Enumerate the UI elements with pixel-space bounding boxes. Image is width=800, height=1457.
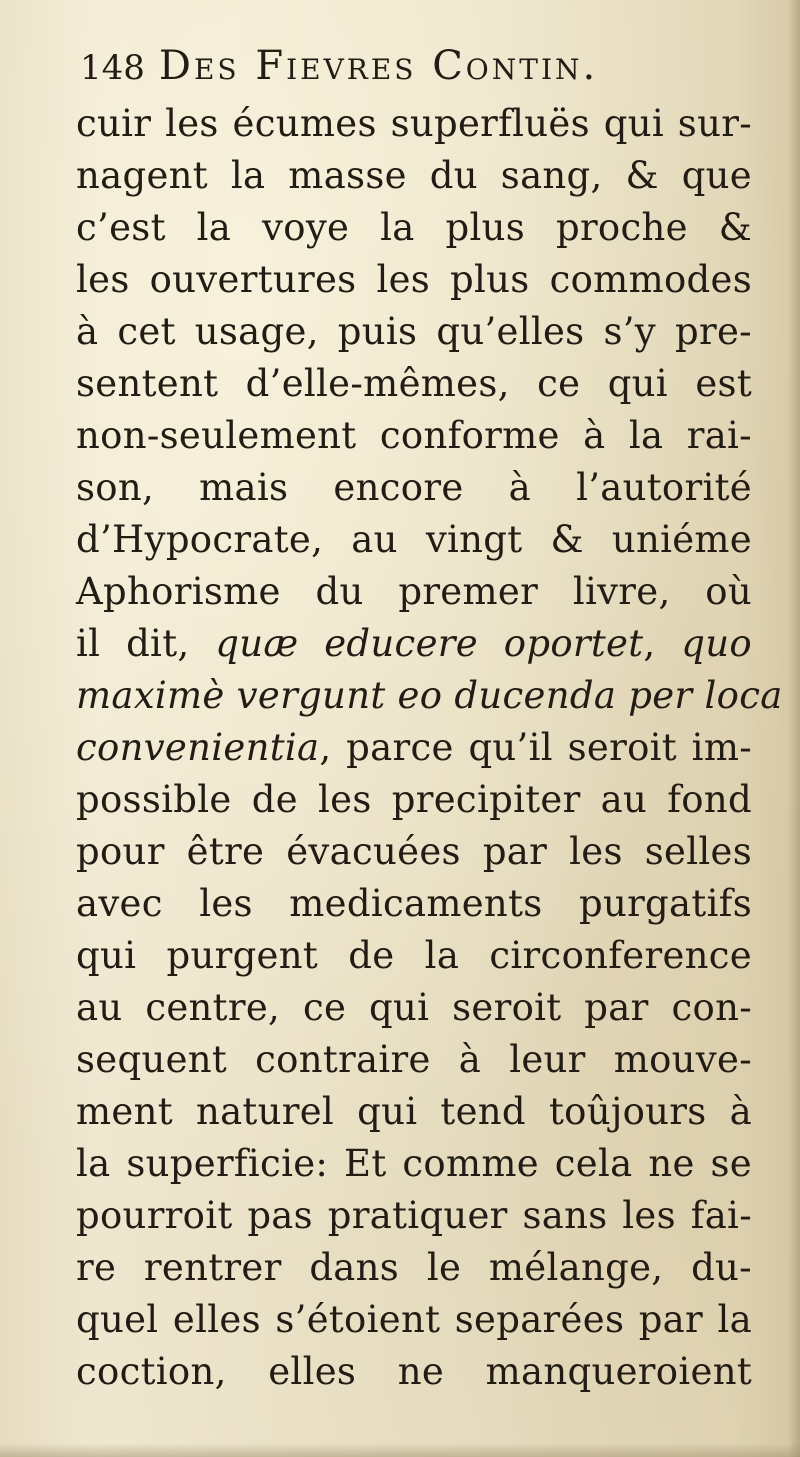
text-line — [76, 566, 752, 618]
text-line — [76, 1138, 752, 1190]
text-line — [76, 1242, 752, 1294]
text-segment: pour être évacuées par les selles — [76, 830, 752, 873]
text-line — [76, 150, 752, 202]
text-segment: re rentrer dans le mélange, du- — [76, 1246, 752, 1289]
text-segment: sequent contraire à leur mouve- — [76, 1038, 752, 1081]
text-line — [76, 826, 752, 878]
text-line — [76, 306, 752, 358]
text-segment: la superficie: Et comme cela ne se — [76, 1142, 752, 1185]
body-text — [76, 98, 783, 1398]
text-segment: nagent la masse du sang, & que — [76, 154, 752, 197]
text-segment: cuir les écumes superfluës qui sur- — [76, 102, 752, 145]
text-segment: coction, elles ne manqueroient — [76, 1350, 752, 1393]
text-line — [76, 1346, 752, 1398]
text-segment: ment naturel qui tend toûjours à — [76, 1090, 752, 1133]
text-segment: les ouvertures les plus commodes — [76, 258, 752, 301]
text-line — [76, 774, 752, 826]
text-segment: Aphorisme du premer livre, où — [76, 570, 752, 613]
latin-quotation-segment: quæ educere oportet — [215, 622, 644, 665]
latin-quotation-segment: quo — [681, 622, 752, 665]
text-segment: pourroit pas pratiquer sans les fai- — [76, 1194, 752, 1237]
text-line — [76, 1190, 752, 1242]
text-line — [76, 254, 752, 306]
text-line — [76, 202, 752, 254]
text-line — [76, 722, 752, 774]
text-segment: qui purgent de la circonference — [76, 934, 752, 977]
text-line — [76, 358, 752, 410]
text-line — [76, 462, 752, 514]
text-segment: avec les medicaments purgatifs — [76, 882, 752, 925]
text-segment: à cet usage, puis qu’elles s’y pre- — [76, 310, 752, 353]
running-head — [80, 38, 760, 94]
text-segment: possible de les precipiter au fond — [76, 778, 752, 821]
latin-quotation-segment: maximè vergunt eo ducenda per loca — [76, 674, 783, 717]
text-segment: c’est la voye la plus proche & — [76, 206, 752, 249]
text-line — [76, 618, 752, 670]
text-line — [76, 670, 783, 722]
text-segment: , — [643, 622, 682, 665]
text-segment: son, mais encore à l’autorité — [76, 466, 752, 509]
text-segment: , parce qu’il seroit im- — [319, 726, 752, 769]
text-line — [76, 878, 752, 930]
text-segment: d’Hypocrate, au vingt & uniéme — [76, 518, 752, 561]
text-segment: non-seulement conforme à la rai- — [76, 414, 752, 457]
text-line — [76, 1294, 752, 1346]
text-segment: au centre, ce qui seroit par con- — [76, 986, 752, 1029]
text-segment: sentent d’elle-mêmes, ce qui est — [76, 362, 752, 405]
text-line — [76, 1086, 752, 1138]
text-segment: quel elles s’étoient separées par la — [76, 1298, 752, 1341]
latin-quotation-segment: convenientia — [76, 726, 320, 769]
text-line — [76, 410, 752, 462]
page-edge-shadow-right — [788, 0, 800, 1457]
page-edge-shadow-bottom — [0, 1443, 800, 1457]
text-line — [76, 982, 752, 1034]
text-line — [76, 930, 752, 982]
text-segment: il dit, — [76, 622, 216, 665]
running-title: Des Fievres Contin. — [158, 43, 599, 89]
text-line — [76, 514, 752, 566]
text-line — [76, 1034, 752, 1086]
text-line — [76, 98, 752, 150]
page-number: 148 — [80, 48, 145, 88]
